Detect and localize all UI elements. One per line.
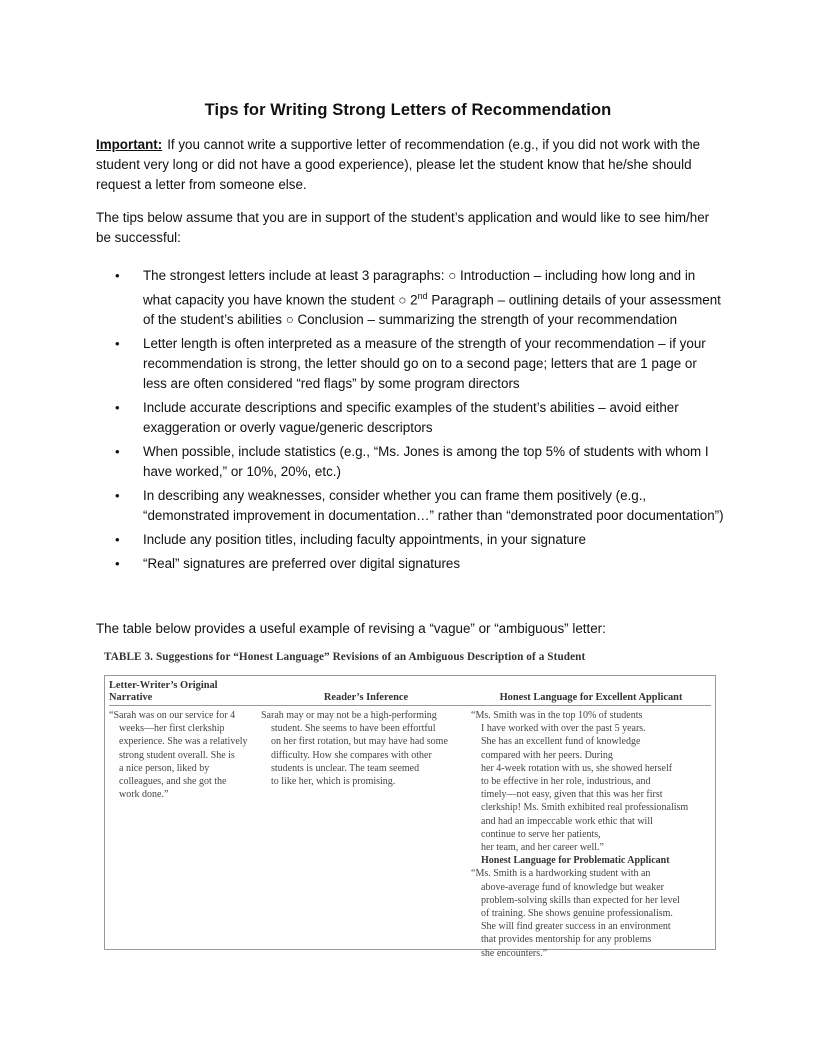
cell-text-line: her team, and her career well.” xyxy=(481,842,604,854)
bullet-text: Conclusion – summarizing the strength of your recommendation xyxy=(293,312,678,328)
cell-text-line: her 4-week rotation with us, she showed herself xyxy=(481,762,673,774)
bullet-text: The strongest letters include at least 3 paragraphs: xyxy=(143,268,449,283)
cell-text-line: timely—not easy, given that this was her first xyxy=(481,789,663,801)
cell-original-narrative xyxy=(109,709,261,960)
cell-text-line: weeks—her first clerkship xyxy=(119,723,225,735)
bullet-text: Letter length is often interpreted as a measure of the strength of your recommendation – if your recommendation is strong, the letter should go on to a second page; letters that are 1 page or less are often considered “red flags” by some program directors xyxy=(143,336,706,392)
cell-honest-language xyxy=(471,709,711,960)
cell-text-line: compared with her peers. During xyxy=(481,749,613,761)
bullet-text: 2 xyxy=(406,292,418,308)
table-caption: TABLE 3. Suggestions for “Honest Language” Revisions of an Ambiguous Description of a Student xyxy=(104,651,586,663)
cell-text-line: work done.” xyxy=(119,789,169,801)
bullet-text: Include any position titles, including faculty appointments, in your signature xyxy=(143,532,586,548)
problematic-applicant-text xyxy=(471,867,711,959)
list-item xyxy=(96,442,724,482)
cell-text-line: strong student overall. She is xyxy=(119,749,235,761)
cell-text-line: to be effective in her role, industrious, and xyxy=(481,776,651,788)
list-item xyxy=(96,554,724,574)
bullet-text: Include accurate descriptions and specific examples of the student’s abilities – avoid either exaggeration or overly vague/generic descriptors xyxy=(143,400,679,436)
cell-text-line: a nice person, liked by xyxy=(119,762,210,774)
bullet-icon: • xyxy=(115,488,120,504)
header-readers-inference: Reader’s Inference xyxy=(323,692,409,703)
ordinal-suffix: nd xyxy=(417,291,428,301)
cell-text-line: I have worked with over the past 5 years. xyxy=(481,723,646,735)
list-item xyxy=(96,398,724,438)
page-title: Tips for Writing Strong Letters of Recommendation xyxy=(204,101,612,119)
cell-text-line: colleagues, and she got the xyxy=(119,776,227,788)
cell-text-line: on her first rotation, but may have had some xyxy=(271,736,448,748)
cell-text-line: continue to serve her patients, xyxy=(481,828,601,840)
circle-icon: ○ xyxy=(285,312,294,328)
bullet-text: “Real” signatures are preferred over digital signatures xyxy=(143,556,461,572)
cell-text-line: and had an impeccable work ethic that will xyxy=(481,815,653,827)
cell-text-line: above-average fund of knowledge but weaker xyxy=(481,881,664,893)
cell-text-line: “Sarah was on our service for 4 xyxy=(109,710,236,721)
cell-text-line: that provides mentorship for any problems xyxy=(481,934,652,946)
cell-text-line: “Ms. Smith was in the top 10% of students xyxy=(471,710,643,721)
bullet-text: Paragraph – outlining details of your assessment of the student’s abilities xyxy=(143,292,721,328)
cell-text-line: students is unclear. The team seemed xyxy=(271,762,420,774)
bullet-icon: • xyxy=(115,268,120,283)
important-paragraph xyxy=(96,135,724,195)
list-item xyxy=(96,334,724,394)
circle-icon: ○ xyxy=(398,292,407,308)
cell-text-line: student. She seems to have been effortful xyxy=(271,723,436,735)
list-item xyxy=(96,266,724,330)
bullet-text: In describing any weaknesses, consider whether you can frame them positively (e.g., “demonstrated improvement in documentation…” rather than “demonstrated poor documentation”) xyxy=(143,488,724,524)
important-label: Important: xyxy=(96,137,163,152)
cell-text-line: clerkship! Ms. Smith exhibited real professionalism xyxy=(481,802,689,814)
cell-text-line: She has an excellent fund of knowledge xyxy=(481,736,641,748)
cell-text-line: of training. She shows genuine professionalism. xyxy=(481,908,673,920)
table-row xyxy=(109,706,711,960)
bullet-icon: • xyxy=(115,532,120,548)
problematic-applicant-heading: Honest Language for Problematic Applicant xyxy=(481,855,670,867)
bullet-icon: • xyxy=(115,400,120,416)
cell-text-line: experience. She was a relatively xyxy=(119,736,248,748)
table-figure xyxy=(104,651,718,959)
cell-text-line: problem-solving skills than expected for her level xyxy=(481,894,680,906)
bullet-icon: • xyxy=(115,556,120,572)
excellent-applicant-text xyxy=(471,709,711,854)
cell-text-line: “Ms. Smith is a hardworking student with an xyxy=(471,868,651,880)
list-item xyxy=(96,530,724,550)
header-original-narrative: Letter-Writer’s Original Narrative xyxy=(109,680,218,703)
important-text: If you cannot write a supportive letter of recommendation (e.g., if you did not work with the student very long or did not have a good experience), please let the student know that he/she should request a letter from someone else. xyxy=(96,137,701,192)
cell-readers-inference xyxy=(261,709,471,960)
header-honest-language: Honest Language for Excellent Applicant xyxy=(499,692,683,703)
bullet-text: When possible, include statistics (e.g., “Ms. Jones is among the top 5% of students with whom I have worked,” or 10%, 20%, etc.) xyxy=(143,444,709,480)
tips-list xyxy=(96,266,724,578)
cell-text-line: to like her, which is promising. xyxy=(271,776,396,788)
cell-text-line: Sarah may or may not be a high-performing xyxy=(261,710,437,721)
revision-table xyxy=(104,675,716,959)
tips-intro: The tips below assume that you are in support of the student’s application and would like to see him/her be successful: xyxy=(96,210,710,245)
list-item xyxy=(96,486,724,526)
cell-text-line: She will find greater success in an environment xyxy=(481,921,671,933)
bullet-text: Introduction – including how long and in what capacity you have known the student xyxy=(143,268,696,308)
cell-text-line: she encounters.” xyxy=(481,947,548,959)
bullet-icon: • xyxy=(115,444,120,460)
cell-text-line: difficulty. How she compares with other xyxy=(271,749,432,761)
table-header-row xyxy=(109,676,711,706)
table-intro: The table below provides a useful example of revising a “vague” or “ambiguous” letter: xyxy=(96,621,606,636)
bullet-icon: • xyxy=(115,336,120,352)
circle-icon: ○ xyxy=(448,268,457,283)
